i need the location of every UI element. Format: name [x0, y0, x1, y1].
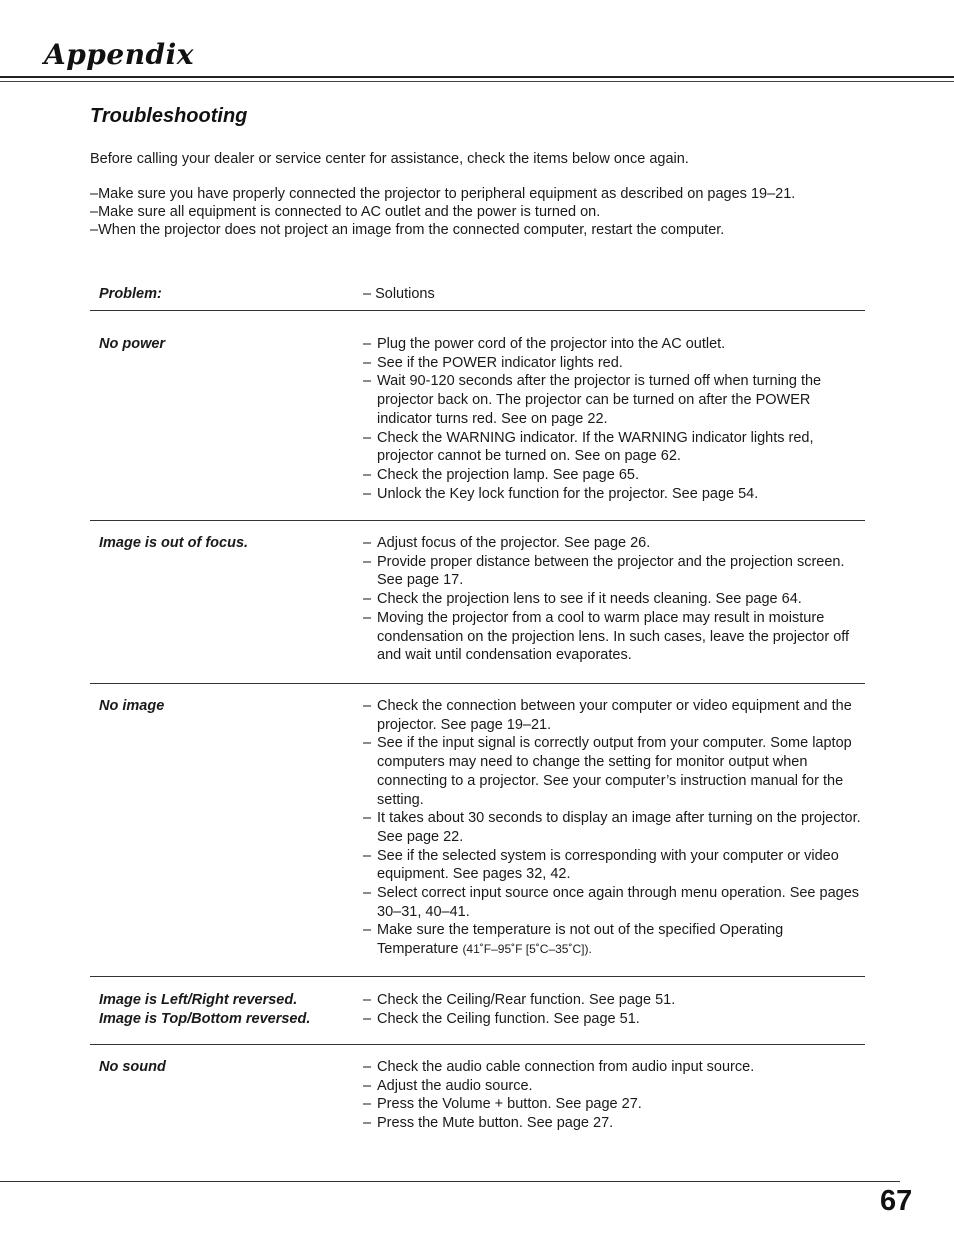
solution-item: – Wait 90-120 seconds after the projector is turned off when turning the projector back on. The projector can be turned on after the POWER indicator turns red. See on page 22. — [363, 373, 822, 427]
solutions-cell — [363, 335, 865, 520]
solution-item: – It takes about 30 seconds to display an image after turning on the projector. See page 22. — [363, 810, 861, 845]
solution-item: – Check the Ceiling function. See page 51. — [363, 1010, 640, 1027]
table-row — [90, 311, 865, 521]
problem-column-header: Problem: — [99, 286, 162, 302]
solution-item: – See if the POWER indicator lights red. — [363, 354, 623, 371]
problem-cell — [90, 697, 363, 976]
solution-item: – Check the projection lamp. See page 65. — [363, 466, 639, 483]
problem-label: No power — [99, 336, 166, 352]
temperature-text: Make sure the temperature is not out of the specified Operating Temperature — [377, 922, 784, 958]
table-row — [90, 684, 865, 977]
table-row — [90, 977, 865, 1045]
troubleshooting-table — [90, 285, 865, 1148]
solution-item: – See if the input signal is correctly output from your computer. Some laptop computers may need to change the setting for monitor output when connecting to a projector. See your computer’s instruction manual for the setting. — [363, 735, 852, 808]
solutions-column-header: – Solutions — [363, 286, 435, 302]
intro-check: –Make sure all equipment is connected to AC outlet and the power is turned on. — [90, 204, 601, 220]
solution-item: – Check the audio cable connection from audio input source. — [363, 1059, 755, 1075]
header-rule-thick — [0, 76, 954, 78]
solution-item: – Provide proper distance between the projector and the projection screen. See page 17. — [363, 553, 845, 589]
table-row — [90, 521, 865, 684]
footer-rule — [0, 1181, 900, 1182]
section-title: Troubleshooting — [90, 105, 248, 127]
solution-item: – Check the Ceiling/Rear function. See page 51. — [363, 992, 676, 1008]
header-rule-thin — [0, 81, 954, 82]
solution-item: – Make sure the temperature is not out of the specified Operating Temperature (41˚F–95˚F [5˚C–35˚C]). — [363, 922, 784, 958]
solution-item: – Plug the power cord of the projector into the AC outlet. — [363, 336, 726, 352]
intro-check: –Make sure you have properly connected the projector to peripheral equipment as described on pages 19–21. — [90, 186, 796, 202]
problem-label: No image — [99, 698, 165, 714]
solutions-cell — [363, 534, 865, 683]
solution-item: – Check the connection between your computer or video equipment and the projector. See page 19–21. — [363, 698, 852, 733]
solution-item: – Select correct input source once again through menu operation. See pages 30–31, 40–41. — [363, 885, 860, 920]
solutions-cell — [363, 991, 865, 1044]
problem-cell — [90, 1058, 363, 1148]
problem-label: No sound — [99, 1059, 166, 1075]
problem-label: Image is Left/Right reversed. — [99, 992, 298, 1008]
problem-label: Image is out of focus. — [99, 535, 249, 551]
intro-check: –When the projector does not project an image from the connected computer, restart the computer. — [90, 222, 725, 238]
solution-item: – Adjust the audio source. — [363, 1077, 533, 1094]
page-number: 67 — [880, 1185, 913, 1217]
problem-cell — [90, 335, 363, 520]
solution-item: – Unlock the Key lock function for the projector. See page 54. — [363, 485, 759, 502]
problem-cell — [90, 991, 363, 1044]
table-row — [90, 1045, 865, 1148]
solutions-cell — [363, 1058, 865, 1148]
solution-item: – Adjust focus of the projector. See page 26. — [363, 535, 651, 551]
table-header-row — [90, 285, 865, 311]
temperature-range: (41˚F–95˚F [5˚C–35˚C]). — [462, 942, 592, 957]
solution-item: – Moving the projector from a cool to warm place may result in moisture condensation on the projection lens. In such cases, leave the projector off and wait until condensation evaporates. — [363, 609, 850, 664]
solution-item: – See if the selected system is corresponding with your computer or video equipment. See pages 32, 42. — [363, 847, 839, 883]
solution-item: – Press the Volume + button. See page 27. — [363, 1096, 642, 1113]
solution-item: – Check the projection lens to see if it needs cleaning. See page 64. — [363, 591, 802, 608]
problem-cell — [90, 534, 363, 683]
solution-item: – Check the WARNING indicator. If the WARNING indicator lights red, projector cannot be turned on. See on page 62. — [363, 429, 814, 465]
intro-lead: Before calling your dealer or service center for assistance, check the items below once again. — [90, 151, 689, 167]
problem-label: Image is Top/Bottom reversed. — [99, 1011, 311, 1027]
solutions-cell — [363, 697, 865, 976]
solution-item: – Press the Mute button. See page 27. — [363, 1115, 614, 1132]
appendix-heading: Appendix — [44, 38, 194, 71]
intro-block — [90, 150, 795, 239]
